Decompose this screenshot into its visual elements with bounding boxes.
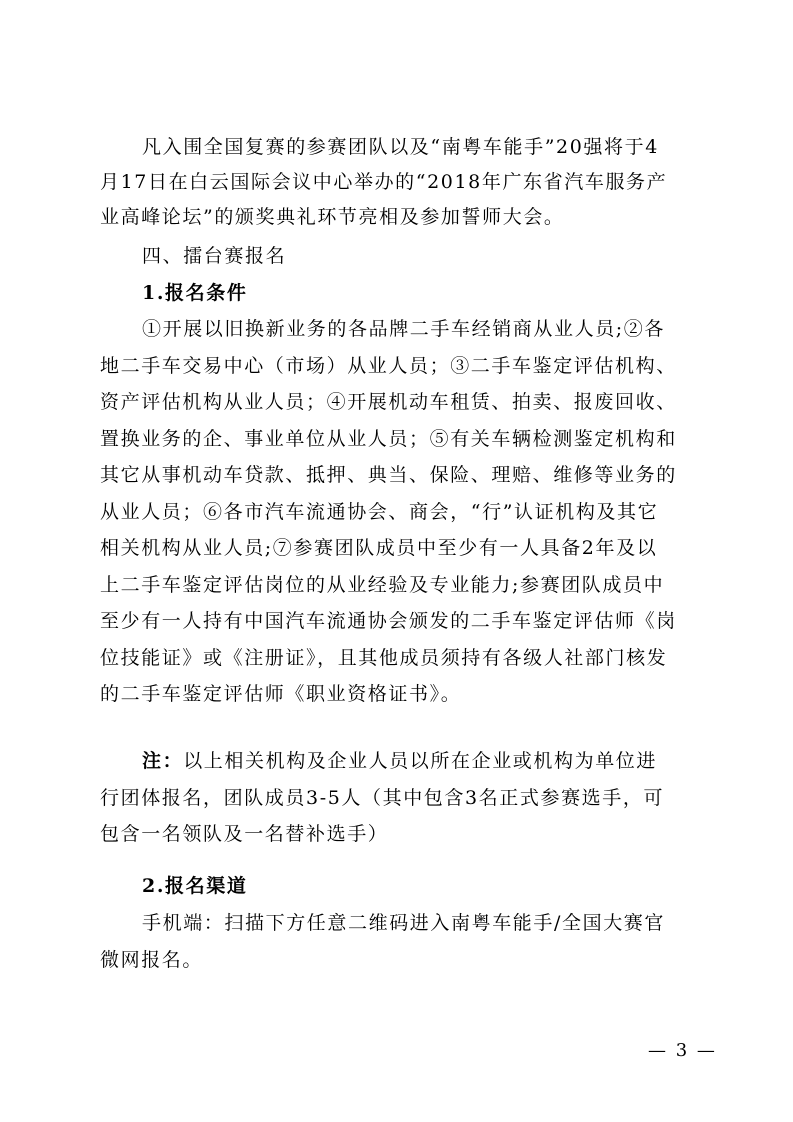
page-number: — 3 —: [648, 1040, 717, 1061]
paragraph-line: 相关机构从业人员;⑦参赛团队成员中至少有一人具备2年及以: [100, 537, 658, 559]
paragraph-line: 业高峰论坛”的颁奖典礼环节亮相及参加誓师大会。: [100, 206, 565, 228]
note-text: 以上相关机构及企业人员以所在企业或机构为单位进: [183, 750, 658, 772]
paragraph-line: 凡入围全国复赛的参赛团队以及“南粤车能手”20强将于4: [142, 136, 659, 158]
paragraph-line: ①开展以旧换新业务的各品牌二手车经销商从业人员;②各: [142, 318, 666, 340]
paragraph-line: 资产评估机构从业人员；④开展机动车租赁、拍卖、报废回收、: [100, 391, 677, 413]
subsection-heading: 2.报名渠道: [142, 875, 248, 897]
paragraph-line: 置换业务的企、事业单位从业人员；⑤有关车辆检测鉴定机构和: [100, 428, 677, 450]
paragraph-line: 月17日在白云国际会议中心举办的“2018年广东省汽车服务产: [100, 171, 668, 193]
paragraph-line: 至少有一人持有中国汽车流通协会颁发的二手车鉴定评估师《岗: [100, 610, 677, 632]
paragraph-line: 地二手车交易中心（市场）从业人员；③二手车鉴定评估机构、: [100, 355, 677, 377]
subsection-heading: 1.报名条件: [142, 282, 248, 304]
paragraph-line: 从业人员；⑥各市汽车流通协会、商会，“行”认证机构及其它: [100, 501, 659, 523]
paragraph-line: 位技能证》或《注册证》，且其他成员须持有各级人社部门核发: [100, 647, 668, 669]
paragraph-line: 包含一名领队及一名替补选手）: [100, 823, 389, 845]
paragraph-line: 微网报名。: [100, 949, 204, 971]
paragraph-line: 上二手车鉴定评估岗位的从业经验及专业能力;参赛团队成员中: [100, 574, 665, 596]
paragraph-line: 手机端：扫描下方任意二维码进入南粤车能手/全国大赛官: [142, 912, 666, 934]
paragraph-line: 其它从事机动车贷款、抵押、典当、保险、理赔、维修等业务的: [100, 464, 677, 486]
note-line: [142, 745, 710, 777]
section-heading: 四、擂台赛报名: [142, 245, 287, 267]
note-label: 注：: [142, 750, 184, 772]
paragraph-line: 的二手车鉴定评估师《职业资格证书》。: [100, 683, 462, 705]
paragraph-line: 行团体报名，团队成员3-5人（其中包含3名正式参赛选手，可: [100, 787, 665, 809]
